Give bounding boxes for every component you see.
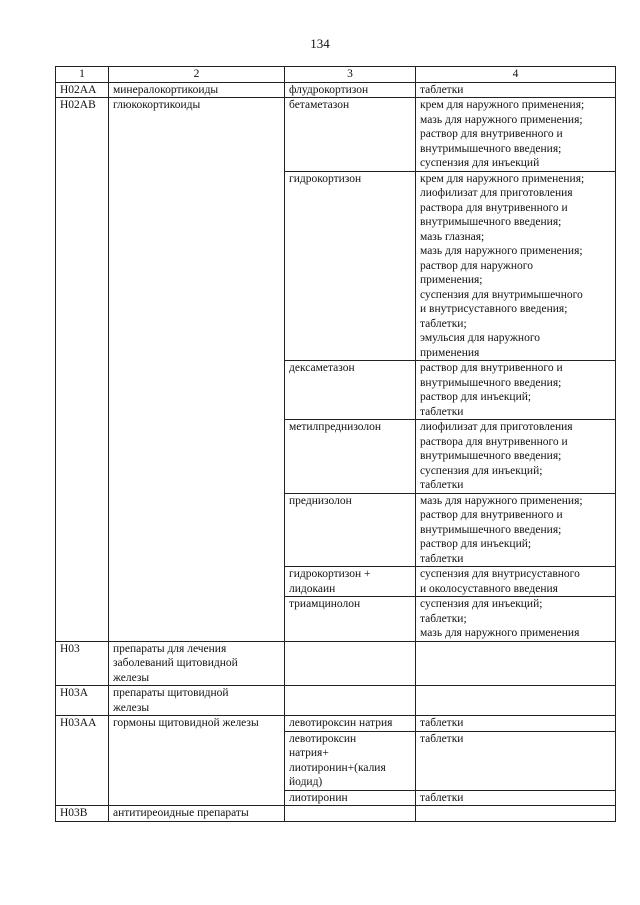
drug-table <box>55 66 616 822</box>
drug-name: флудрокортизон <box>285 82 416 98</box>
dosage-forms <box>416 686 616 716</box>
drug-name: преднизолон <box>285 493 416 567</box>
group-name: минералокортикоиды <box>109 82 285 98</box>
table-row <box>56 806 616 822</box>
drug-name <box>285 641 416 686</box>
table-row <box>56 686 616 716</box>
dosage-forms: крем для наружного применения; лиофилизат для приготовления раствора для внутривенного и внутримышечного введения; мазь глазная; мазь для наружного применения; раствор для наружного применения; суспензия для внутримышечного и внутрисуставного введения; таблетки; эмульсия для наружного применения <box>416 171 616 361</box>
dosage-forms: суспензия для инъекций; таблетки; мазь для наружного применения <box>416 597 616 642</box>
dosage-forms: раствор для внутривенного и внутримышечного введения; раствор для инъекций; таблетки <box>416 361 616 420</box>
dosage-forms: лиофилизат для приготовления раствора для внутривенного и внутримышечного введения; суспензия для инъекций; таблетки <box>416 420 616 494</box>
dosage-forms <box>416 641 616 686</box>
dosage-forms: таблетки <box>416 731 616 790</box>
drug-name: дексаметазон <box>285 361 416 420</box>
table-row <box>56 641 616 686</box>
group-name: глюкокортикоиды <box>109 98 285 642</box>
table-row <box>56 82 616 98</box>
page-number: 134 <box>310 36 330 51</box>
table-row <box>56 98 616 172</box>
atc-code: H02AA <box>56 82 109 98</box>
drug-name: метилпреднизолон <box>285 420 416 494</box>
drug-name: гидрокортизон <box>285 171 416 361</box>
group-name: антитиреоидные препараты <box>109 806 285 822</box>
dosage-forms: таблетки <box>416 82 616 98</box>
dosage-forms: суспензия для внутрисуставного и околосуставного введения <box>416 567 616 597</box>
group-name: препараты для лечения заболеваний щитовидной железы <box>109 641 285 686</box>
drug-name: левотироксин натрия+ лиотиронин+(калия йодид) <box>285 731 416 790</box>
header-cell: 3 <box>285 67 416 83</box>
drug-name: левотироксин натрия <box>285 716 416 732</box>
drug-name: триамцинолон <box>285 597 416 642</box>
atc-code: H03AA <box>56 716 109 806</box>
drug-name <box>285 806 416 822</box>
atc-code: H03B <box>56 806 109 822</box>
drug-name: гидрокортизон + лидокаин <box>285 567 416 597</box>
drug-name: лиотиронин <box>285 790 416 806</box>
dosage-forms: крем для наружного применения; мазь для наружного применения; раствор для внутривенного и внутримышечного введения; суспензия для инъекций <box>416 98 616 172</box>
header-cell: 2 <box>109 67 285 83</box>
dosage-forms: таблетки <box>416 716 616 732</box>
atc-code: H02AB <box>56 98 109 642</box>
table-row <box>56 716 616 732</box>
drug-name <box>285 686 416 716</box>
group-name: препараты щитовидной железы <box>109 686 285 716</box>
atc-code: H03 <box>56 641 109 686</box>
table-header-row <box>56 67 616 83</box>
dosage-forms: таблетки <box>416 790 616 806</box>
atc-code: H03A <box>56 686 109 716</box>
drug-name: бетаметазон <box>285 98 416 172</box>
header-cell: 1 <box>56 67 109 83</box>
dosage-forms: мазь для наружного применения; раствор для внутривенного и внутримышечного введения; раствор для инъекций; таблетки <box>416 493 616 567</box>
dosage-forms <box>416 806 616 822</box>
group-name: гормоны щитовидной железы <box>109 716 285 806</box>
header-cell: 4 <box>416 67 616 83</box>
